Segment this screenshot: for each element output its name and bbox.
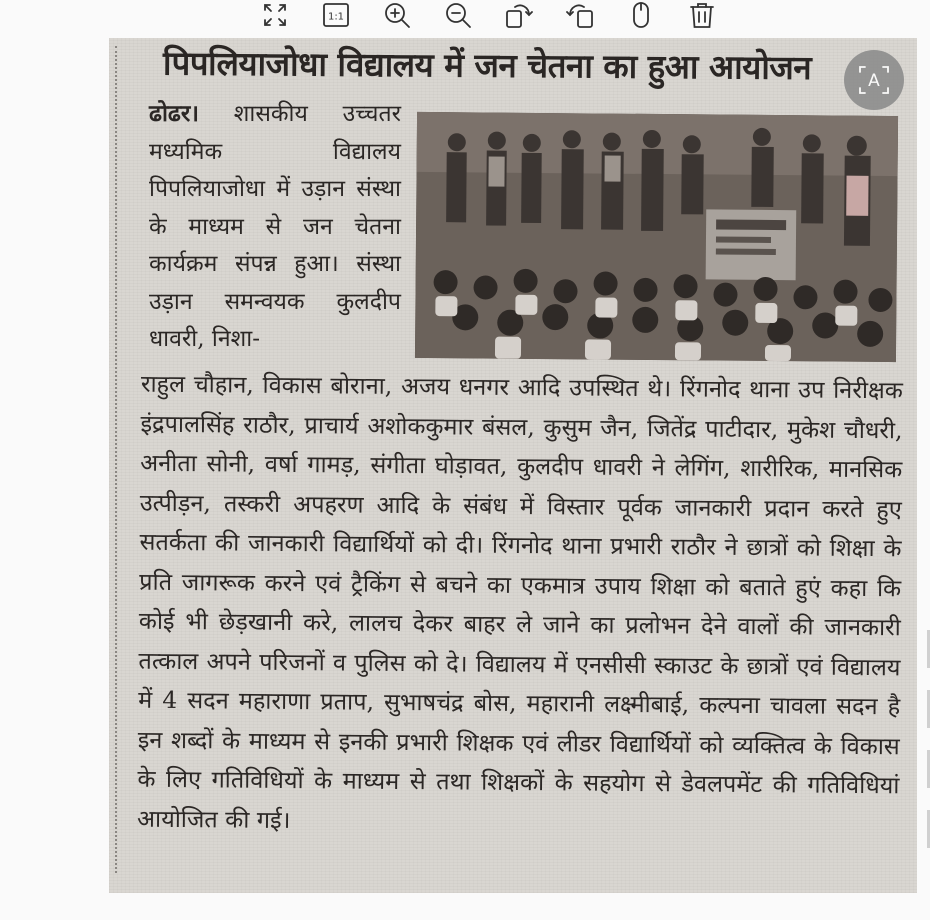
article-dateline: ढोढर।	[149, 101, 199, 127]
news-photo	[415, 112, 898, 362]
news-photo-illustration	[415, 112, 898, 362]
clipping-cut-edge	[115, 46, 119, 873]
rotate-right-icon[interactable]	[563, 0, 597, 30]
image-viewer-toolbar	[258, 0, 719, 30]
article-body: राहुल चौहान, विकास बोराना, अजय धनगर आदि उपस्थित थे। रिंगनोद थाना उप निरीक्षक इंद्रपालसिंह राठौर, प्राचार्य अशोककुमार बंसल, कुसुम जैन, जितेंद्र पाटीदार, मुकेश चौधरी, अनीता सोनी, वर्षा गामड़, संगीता घोड़ावत, कुलदीप धावरी ने लेगिंग, शारीरिक, मानसिक उत्पीड़न, तस्करी अपहरण आदि के संबंध में विस्तार पूर्वक जानकारी प्रदान करते हुए सतर्कता की जानकारी विद्यार्थियों को दी। रिंगनोद थाना प्रभारी राठौर ने छात्रों को शिक्षा के प्रति जागरूक करने एवं ट्रैकिंग से बचने का एकमात्र उपाय शिक्षा को बताते हुएं कहा कि कोई भी छेड़खानी करे, लालच देकर बाहर ले जाने का प्रलोभन देने वालों की जानकारी तत्काल अपने परिजनों व पुलिस को दे। विद्यालय में एनसीसी स्काउट के छात्रों एवं विद्यालय में 4 सदन महाराणा प्रताप, सुभाषचंद्र बोस, महारानी लक्ष्मीबाई, कल्पना चावला सदन है इन शब्दों के माध्यम से इनकी प्रभारी शिक्षक एवं लीडर विद्यार्थियों को व्यक्तित्व के विकास के लिए गतिविधियों के माध्यम से तथा शिक्षकों के सहयोग से डेवलपमेंट की गतिविधियां आयोजित की गई।	[137, 369, 904, 834]
newspaper-clipping	[109, 38, 917, 893]
delete-icon[interactable]	[685, 0, 719, 30]
rotate-left-icon[interactable]	[502, 0, 536, 30]
article-lead	[149, 96, 401, 359]
zoom-out-icon[interactable]	[441, 0, 475, 30]
translate-glyph: A	[868, 71, 880, 91]
actual-size-label: 1:1	[327, 11, 345, 23]
translate-button[interactable]	[844, 50, 904, 110]
article-headline: पिपलियाजोधा विद्यालय में जन चेतना का हुआ आयोजन	[162, 43, 812, 88]
translate-icon	[857, 63, 891, 97]
mouse-icon[interactable]	[624, 0, 658, 30]
fullscreen-icon[interactable]	[258, 0, 292, 30]
actual-size-icon[interactable]	[319, 0, 353, 30]
article-lead-text: शासकीय उच्चतर मध्यमिक विद्यालय पिपलियाजोधा में उड़ान संस्था के माध्यम से जन चेतना कार्यक्रम संपन्न हुआ। संस्था उड़ान समन्वयक कुलदीप धावरी, निशा-	[149, 101, 401, 352]
zoom-in-icon[interactable]	[380, 0, 414, 30]
